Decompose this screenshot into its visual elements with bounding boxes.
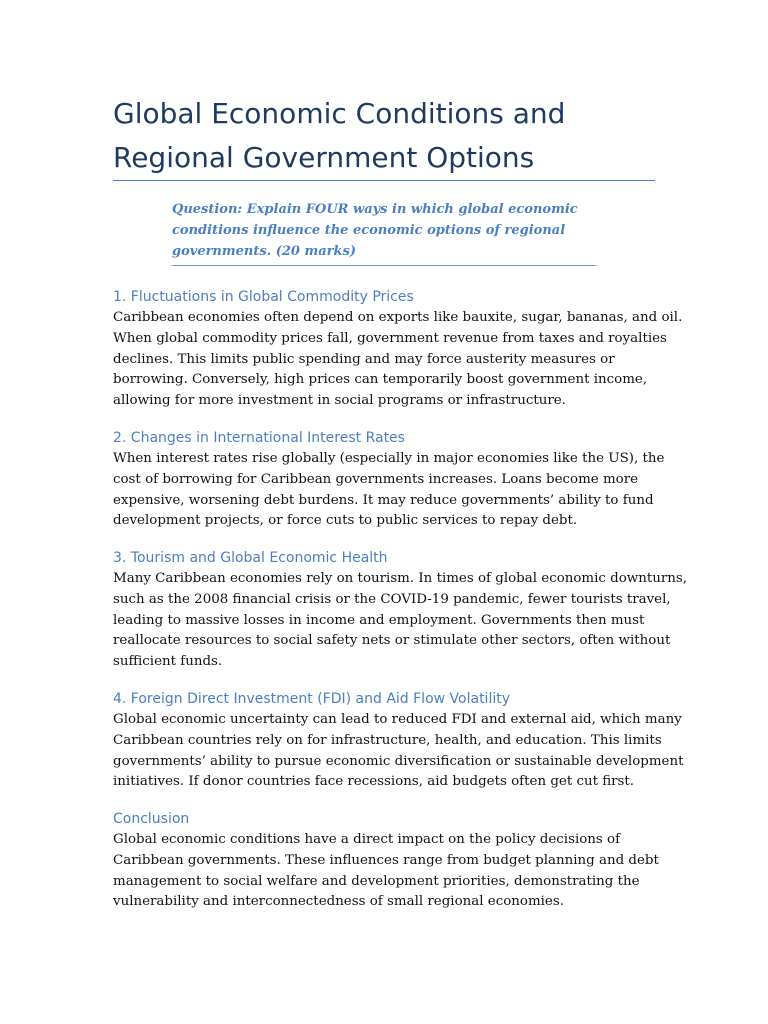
section-heading: 1. Fluctuations in Global Commodity Prices [113,289,414,305]
section-heading: 2. Changes in International Interest Rates [113,430,405,446]
body-line: vulnerability and interconnectedness of small regional economies. [113,894,564,910]
body-line: declines. This limits public spending and may force austerity measures or [113,351,615,367]
section-fdi [113,689,684,793]
section-body [113,449,665,532]
section-heading: 3. Tourism and Global Economic Health [113,550,388,566]
body-line: governments’ ability to pursue economic diversification or sustainable development [113,753,684,769]
body-line: Global economic conditions have a direct impact on the policy decisions of [113,832,621,847]
body-line: Many Caribbean economies rely on tourism. In times of global economic downturns, [113,571,688,586]
body-line: Global economic uncertainty can lead to reduced FDI and external aid, which many [113,712,682,727]
section-body [113,569,688,673]
section-body [113,308,683,412]
body-line: such as the 2008 financial crisis or the COVID-19 pandemic, fewer tourists travel, [113,591,671,607]
body-line: Caribbean governments. These influences range from budget planning and debt [113,852,659,868]
section-heading: Conclusion [113,811,190,827]
body-line: When interest rates rise globally (especially in major economies like the US), the [113,451,665,466]
body-line: reallocate resources to social safety nets or stimulate other sectors, often without [113,633,671,649]
body-line: Caribbean countries rely on for infrastructure, health, and education. This limits [113,732,662,748]
body-line: cost of borrowing for Caribbean governments increases. Loans become more [113,471,639,487]
section-heading: 4. Foreign Direct Investment (FDI) and Aid Flow Volatility [113,691,510,707]
page-title [113,92,655,180]
body-line: development projects, or force cuts to public services to repay debt. [113,513,578,529]
section-body [113,710,684,793]
body-line: management to social welfare and development priorities, demonstrating the [113,873,640,889]
body-line: leading to massive losses in income and employment. Governments then must [113,612,645,628]
section-commodity-prices [113,287,683,412]
body-line: initiatives. If donor countries face recessions, aid budgets often get cut first. [113,774,635,790]
body-line: sufficient funds. [113,654,223,670]
body-line: allowing for more investment in social programs or infrastructure. [113,393,566,409]
question-line: Question: Explain FOUR ways in which global economic [172,202,578,217]
question-divider [172,265,596,266]
title-line-1: Global Economic Conditions and [113,97,566,130]
body-line: expensive, worsening debt burdens. It may reduce governments’ ability to fund [113,492,654,508]
question-line: governments. (20 marks) [172,244,357,259]
body-line: When global commodity prices fall, government revenue from taxes and royalties [113,330,667,346]
section-body [113,830,659,913]
section-conclusion [113,809,659,913]
title-divider [113,180,655,181]
section-tourism [113,548,688,673]
body-line: Caribbean economies often depend on exports like bauxite, sugar, bananas, and oil. [113,310,683,325]
body-line: borrowing. Conversely, high prices can temporarily boost government income, [113,372,648,388]
question-line: conditions influence the economic options of regional [172,223,566,238]
title-line-2: Regional Government Options [113,141,535,174]
section-interest-rates [113,428,665,532]
question-quote [172,199,596,262]
